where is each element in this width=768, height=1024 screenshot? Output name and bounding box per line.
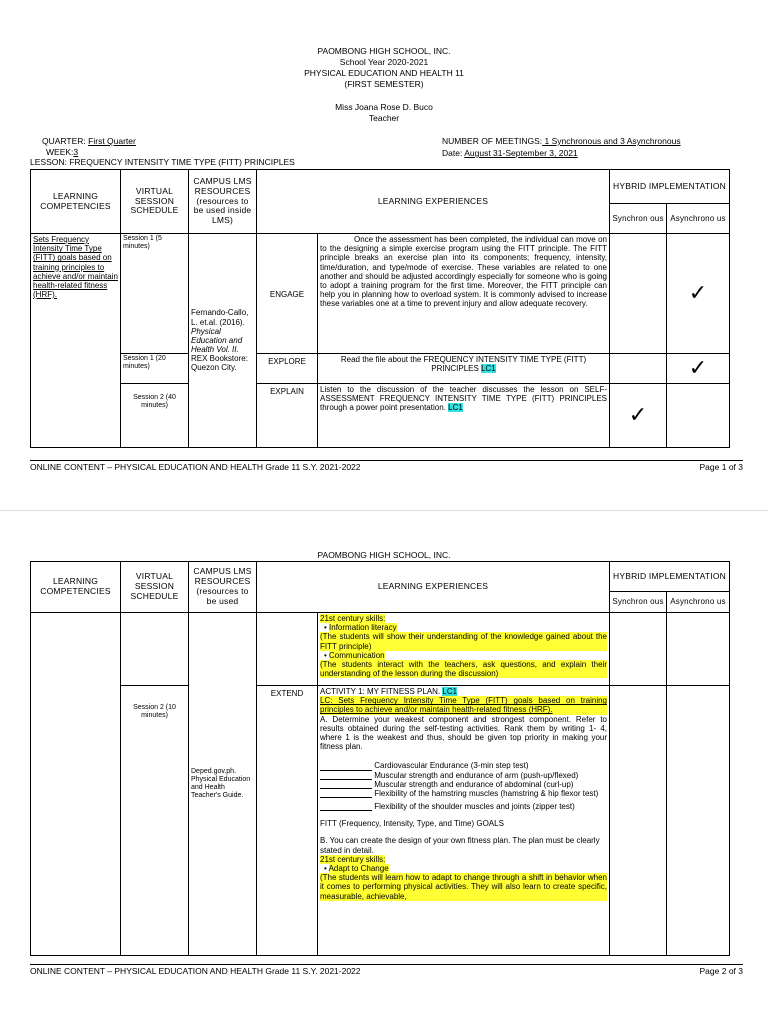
resource-cell: Fernando-Callo, L. et.al. (2016). Physical Education and Health Vol. II. REX Bookstore: Quezon City. <box>189 234 257 448</box>
resource-cell: Deped.gov.ph. Physical Education and Health Teacher's Guide. <box>189 613 257 956</box>
header-competencies: LEARNING COMPETENCIES <box>31 562 121 613</box>
skills-cell: 21st century skills: • Information literacy (The students will show their understanding of the knowledge gained about the FITT principle) • Communication (The students interact with the teachers, ask questions, and explain their understanding of the lesson during the discussion) <box>318 613 610 686</box>
school-name: PAOMBONG HIGH SCHOOL, INC. <box>317 550 451 560</box>
check-icon: ✓ <box>667 234 730 354</box>
session-cell: Session 2 (10 minutes) <box>121 686 189 956</box>
phase-engage: ENGAGE <box>257 234 318 354</box>
header-resources: CAMPUS LMS RESOURCES (resources to be used inside LMS) <box>189 170 257 234</box>
session-cell: Session 1 (20 minutes) <box>121 354 189 384</box>
lc-tag: LC1 <box>481 364 496 374</box>
week-value: 3 <box>73 147 79 157</box>
quarter-line: QUARTER: First Quarter <box>42 136 136 146</box>
footer-page1 <box>30 460 743 473</box>
header-async: Asynchrono us <box>667 592 730 613</box>
footer-page2 <box>30 964 743 977</box>
header-hybrid: HYBRID IMPLEMENTATION <box>610 170 730 204</box>
explore-text: Read the file about the FREQUENCY INTENSITY TIME TYPE (FITT) PRINCIPLES LC1 <box>318 354 610 384</box>
header-async: Asynchrono us <box>667 204 730 234</box>
header-sync: Synchron ous <box>610 592 667 613</box>
session-cell: Session 1 (5 minutes) <box>121 234 189 354</box>
explain-text: Listen to the discussion of the teacher discusses the lesson on SELF-ASSESSMENT FREQUENCY INTENSITY TIME TYPE (FITT) PRINCIPLES through a power point presentation. LC1 <box>318 384 610 448</box>
header-sync: Synchron ous <box>610 204 667 234</box>
phase-explain: EXPLAIN <box>257 384 318 448</box>
subject-title: PHYSICAL EDUCATION AND HEALTH 11 <box>304 68 464 78</box>
phase-explore: EXPLORE <box>257 354 318 384</box>
header-schedule: VIRTUAL SESSION SCHEDULE <box>121 170 189 234</box>
lc-tag: LC1 <box>442 687 458 696</box>
extend-text: ACTIVITY 1: MY FITNESS PLAN. LC1 LC: Sets Frequency Intensity Time Type (FITT) goals based on training principles to achieve and/or maintain health-related fitness (HRF). A. Determine your weakest component and strongest component. Refer to results obtained during the self-testing activities. Rank them by writing 1- 4, where 1 is the weakest and thus, should be given top priority in making your fitness plan. Cardiovascular Endurance (3-min step test) Muscular strength and endurance of arm (push-up/flexed) Muscular strength and endurance of abdominal (curl-up) Flexibility of the hamstring muscles (hamstring & hip flexor test) Flexibility of the shoulder muscles and joints (zipper test) FITT (Frequency, Intensity, Type, and Time) GOALS B. You can create the design of your own fitness plan. The plan must be clearly stated in detail. 21st century skills: • Adapt to Change (The students will learn how to adapt to change through a shift in behavior when it comes to performing physical activities. They will also learn to create specific, measurable, achievable, <box>318 686 610 956</box>
teacher-role: Teacher <box>368 113 400 123</box>
check-icon: ✓ <box>610 384 667 448</box>
meetings-value: 1 Synchronous and 3 Asynchronous <box>542 136 681 146</box>
quarter-value: First Quarter <box>88 136 136 146</box>
header-resources: CAMPUS LMS RESOURCES (resources to be used <box>189 562 257 613</box>
school-year: School Year 2020-2021 <box>339 57 429 67</box>
lc-tag: LC1 <box>448 403 463 413</box>
header-experiences: LEARNING EXPERIENCES <box>257 170 610 234</box>
footer-left: ONLINE CONTENT – PHYSICAL EDUCATION AND HEALTH Grade 11 S.Y. 2021-2022 <box>30 966 361 976</box>
check-icon: ✓ <box>667 354 730 384</box>
header-experiences: LEARNING EXPERIENCES <box>257 562 610 613</box>
page-1 <box>0 0 768 500</box>
competency-cell: Sets Frequency Intensity Time Type (FITT) goals based on training principles to achieve and/or maintain health-related fitness (HRF). <box>31 234 121 448</box>
lesson-table-page1 <box>30 169 730 448</box>
teacher-name: Miss Joana Rose D. Buco <box>335 102 433 112</box>
page-2 <box>0 512 768 1024</box>
header-hybrid: HYBRID IMPLEMENTATION <box>610 562 730 592</box>
page-divider <box>0 510 768 511</box>
footer-page-number: Page 2 of 3 <box>699 966 743 976</box>
date-line: Date: August 31-September 3, 2021 <box>442 148 578 158</box>
footer-left: ONLINE CONTENT – PHYSICAL EDUCATION AND HEALTH Grade 11 S.Y. 2021-2022 <box>30 462 361 472</box>
session-cell: Session 2 (40 minutes) <box>121 384 189 448</box>
footer-page-number: Page 1 of 3 <box>699 462 743 472</box>
lesson-table-page2 <box>30 561 730 956</box>
date-value: August 31-September 3, 2021 <box>464 148 578 158</box>
engage-text: Once the assessment has been completed, the individual can move on to the designing a simple exercise program using the FITT principle. The FITT principle breaks an exercise plan into its components; frequency, intensity, time/duration, and type/mode of exercise. These variables are related to one another and should be adjusted accordingly especially for someone who is going to adopt a training program for the first time. Moreover, the FITT principle can help you in planning how to overload system. It is commonly advised to increase these variables one at a time to prevent injury and allow adequate recovery. <box>318 234 610 354</box>
header-competencies: LEARNING COMPETENCIES <box>31 170 121 234</box>
header-schedule: VIRTUAL SESSION SCHEDULE <box>121 562 189 613</box>
lesson-title: LESSON: FREQUENCY INTENSITY TIME TYPE (FITT) PRINCIPLES <box>30 157 295 167</box>
semester: (FIRST SEMESTER) <box>344 79 424 89</box>
phase-extend: EXTEND <box>257 686 318 956</box>
school-name: PAOMBONG HIGH SCHOOL, INC. <box>317 46 451 56</box>
meetings-line: NUMBER OF MEETINGS: 1 Synchronous and 3 Asynchronous <box>442 136 681 146</box>
week-line: WEEK:3 <box>46 147 79 157</box>
